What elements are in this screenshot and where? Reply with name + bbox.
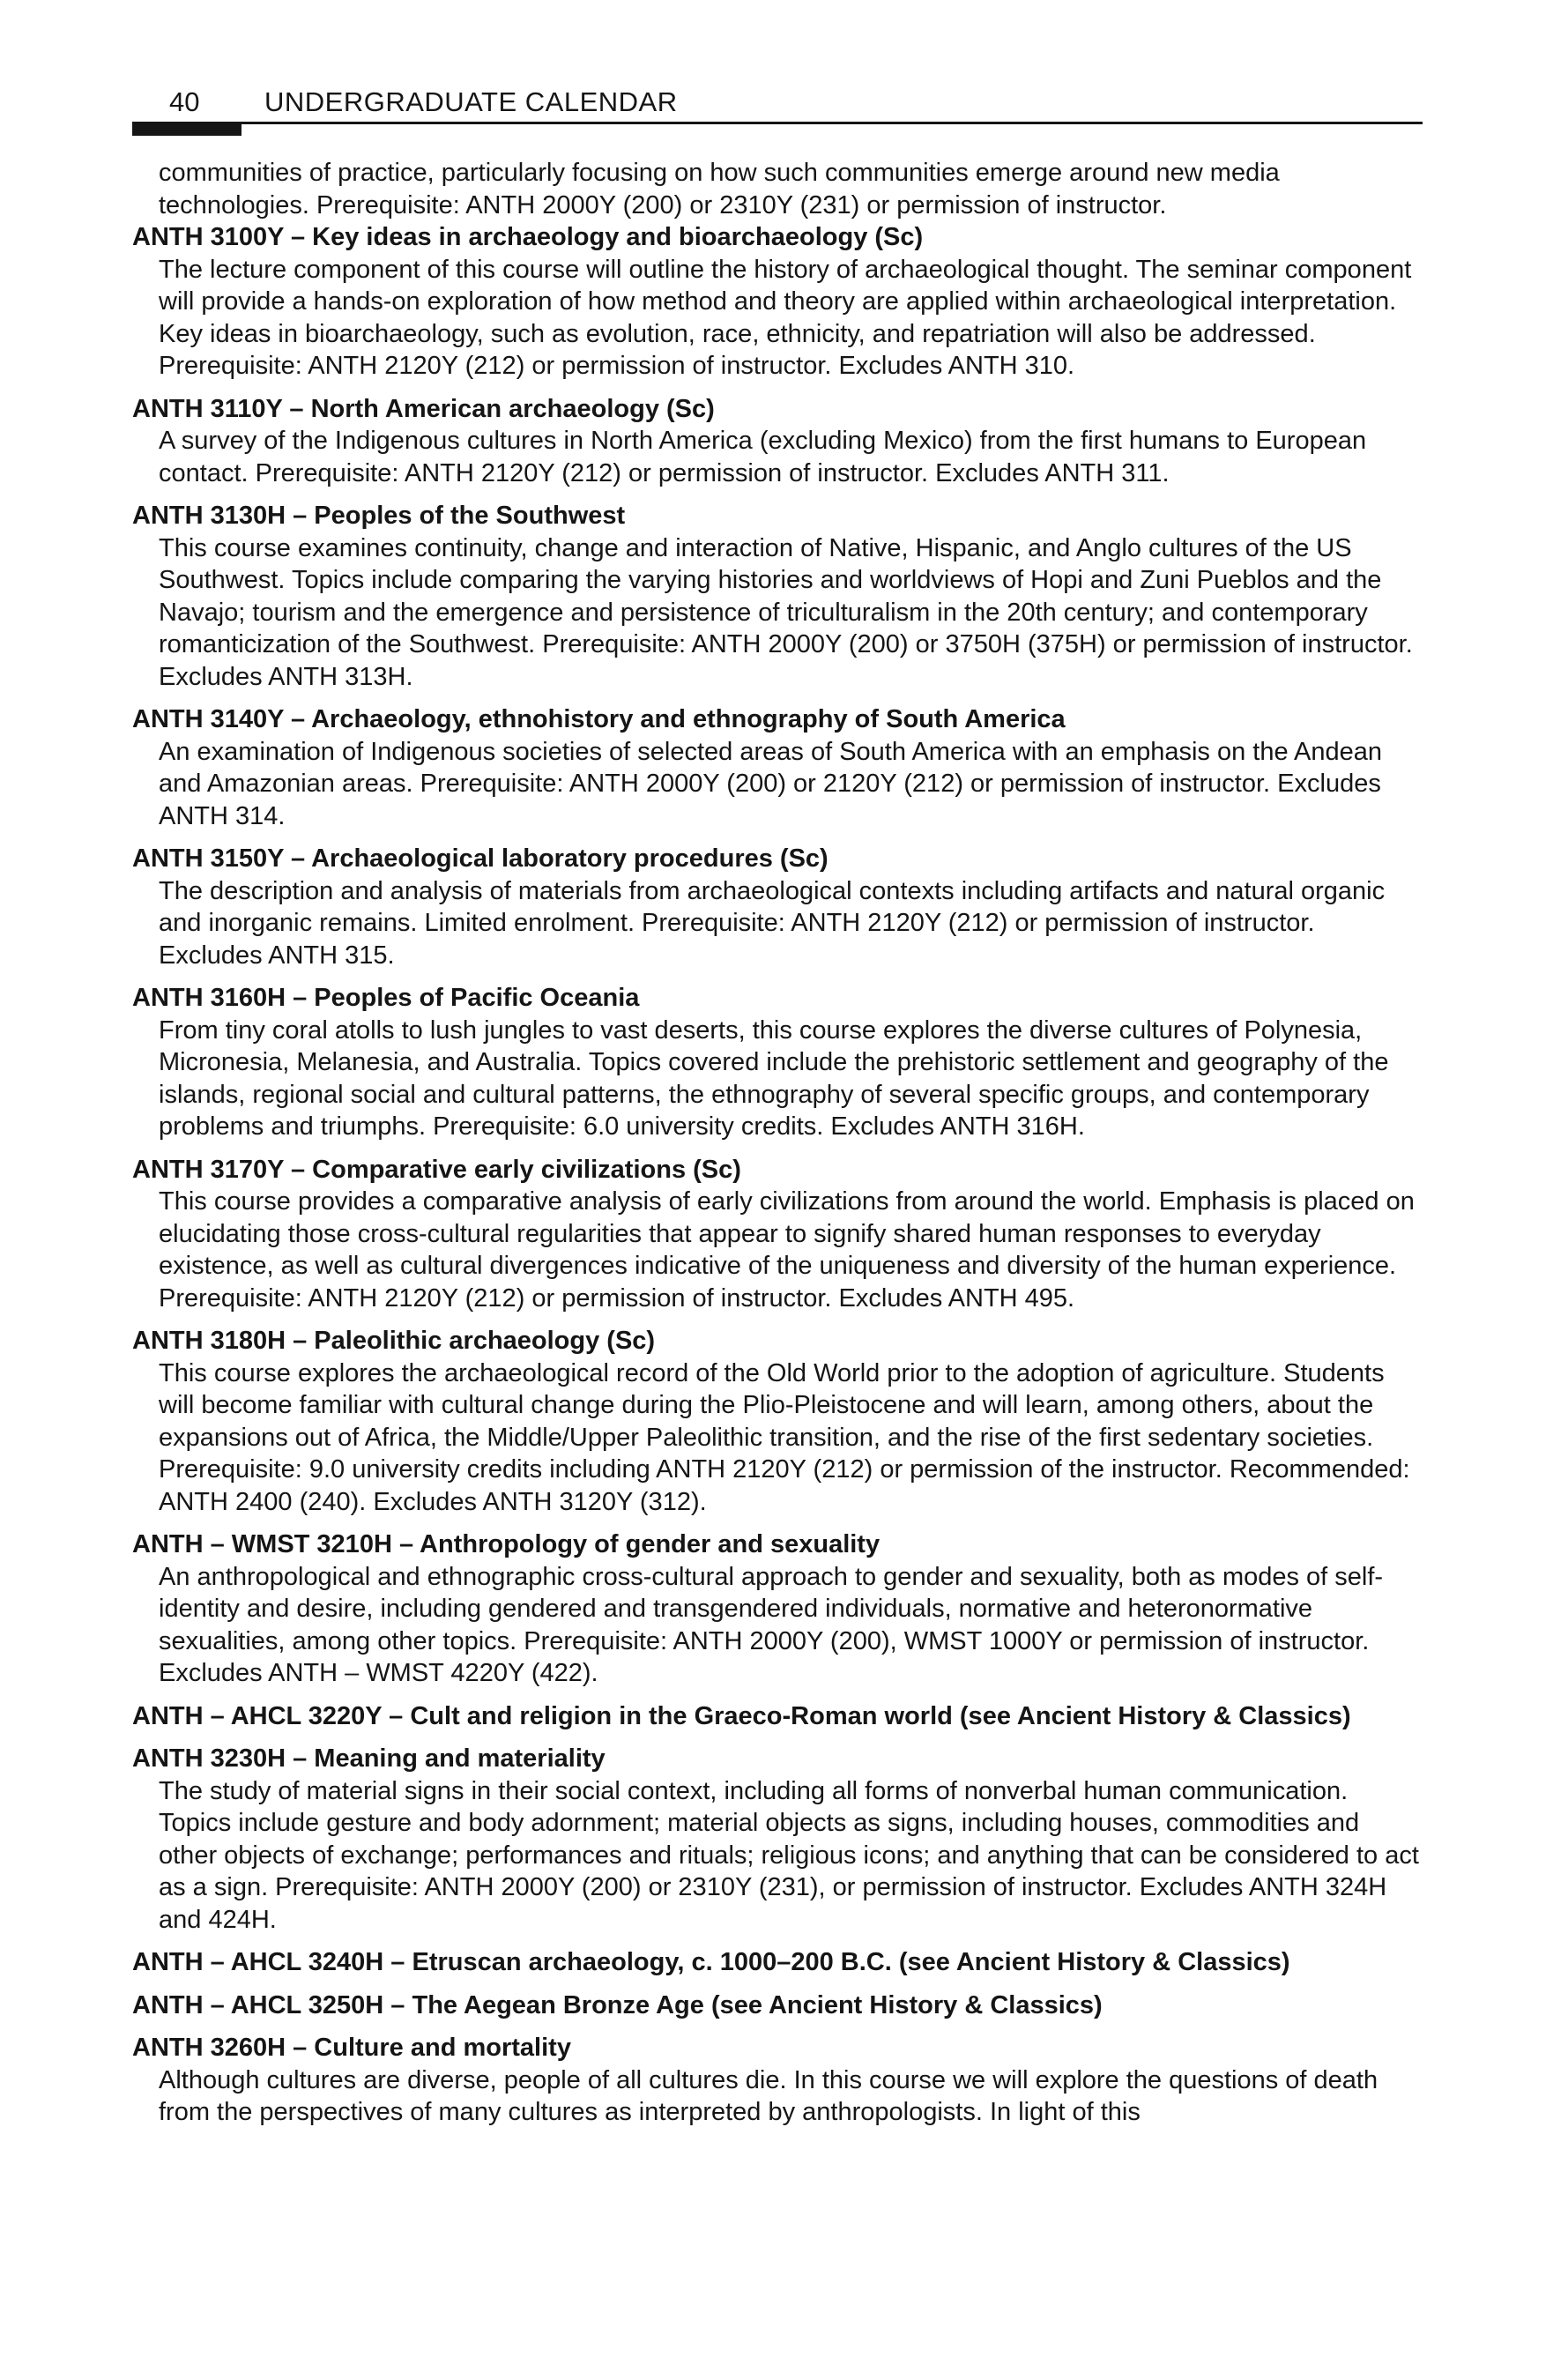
course-title: ANTH 3110Y – North American archaeology (Sc) xyxy=(132,394,715,423)
course-description: The description and analysis of materials from archaeological contexts including artifacts and natural organic and inorganic remains. Limited enrolment. Prerequisite: ANTH 2120Y (212) or permission of instructor. Excludes ANTH 315. xyxy=(159,876,1386,970)
course-title: ANTH – AHCL 3240H – Etruscan archaeology, c. 1000–200 B.C. (see Ancient History & Classics) xyxy=(132,1948,1290,1976)
course-entry xyxy=(132,221,1423,383)
page-header xyxy=(132,85,1423,127)
course-title: ANTH – AHCL 3250H – The Aegean Bronze Age (see Ancient History & Classics) xyxy=(132,1990,1103,2019)
course-description: This course provides a comparative analysis of early civilizations from around the world. Emphasis is placed on elucidating those cross-cultural regularities that appear to signify shared human responses to everyday existence, as well as cultural divergences indicative of the uniqueness and diversity of the human experience. Prerequisite: ANTH 2120Y (212) or permission of instructor. Excludes ANTH 495. xyxy=(159,1187,1415,1313)
course-description: The study of material signs in their social context, including all forms of nonverbal human communication. Topics include gesture and body adornment; material objects as signs, including houses, commodities and other objects of exchange; performances and rituals; religious icons; and anything that can be considered to act as a sign. Prerequisite: ANTH 2000Y (200) or 2310Y (231), or permission of instructor. Excludes ANTH 324H and 424H. xyxy=(159,1776,1419,1934)
running-title: UNDERGRADUATE CALENDAR xyxy=(264,86,678,117)
course-title: ANTH 3160H – Peoples of Pacific Oceania xyxy=(132,984,640,1012)
course-title: ANTH 3100Y – Key ideas in archaeology and bioarchaeology (Sc) xyxy=(132,223,924,251)
course-entry xyxy=(132,703,1423,832)
course-entry xyxy=(132,1946,1423,1979)
course-title: ANTH 3260H – Culture and mortality xyxy=(132,2034,571,2062)
course-description: Although cultures are diverse, people of all cultures die. In this course we will explore the questions of death from the perspectives of many cultures as interpreted by anthropologists. In light of this xyxy=(159,2065,1378,2126)
course-entry xyxy=(132,1154,1423,1315)
course-entry xyxy=(132,1743,1423,1936)
course-title: ANTH 3140Y – Archaeology, ethnohistory and ethnography of South America xyxy=(132,705,1066,733)
course-description: From tiny coral atolls to lush jungles to vast deserts, this course explores the diverse cultures of Polynesia, Micronesia, Melanesia, and Australia. Topics covered include the prehistoric settlement and geography of the islands, regional social and cultural patterns, the ethnography of several specific groups, and contemporary problems and triumphs. Prerequisite: 6.0 university credits. Excludes ANTH 316H. xyxy=(159,1015,1389,1141)
course-entry xyxy=(132,982,1423,1143)
course-entry xyxy=(132,393,1423,490)
header-rule xyxy=(132,122,1423,124)
course-description: This course examines continuity, change and interaction of Native, Hispanic, and Anglo cultures of the US Southwest. Topics include comparing the varying histories and worldviews of Hopi and Zuni Pueblos and the Navajo; tourism and the emergence and persistence of triculturalism in the 20th century; and contemporary romanticization of the Southwest. Prerequisite: ANTH 2000Y (200) or 3750H (375H) or permission of instructor. Excludes ANTH 313H. xyxy=(159,533,1413,691)
course-description: This course explores the archaeological record of the Old World prior to the adoption of agriculture. Students will become familiar with cultural change during the Plio-Pleistocene and will learn, among others, about the expansions out of Africa, the Middle/Upper Paleolithic transition, and the rise of the first sedentary societies. Prerequisite: 9.0 university credits including ANTH 2120Y (212) or permission of the instructor. Recommended: ANTH 2400 (240). Excludes ANTH 3120Y (312). xyxy=(159,1358,1410,1516)
course-title: ANTH 3170Y – Comparative early civilizations (Sc) xyxy=(132,1155,741,1184)
course-title: ANTH 3130H – Peoples of the Southwest xyxy=(132,502,626,530)
course-entry xyxy=(132,500,1423,693)
course-title: ANTH 3180H – Paleolithic archaeology (Sc) xyxy=(132,1327,656,1355)
header-rule-tab xyxy=(132,122,241,136)
course-title: ANTH – AHCL 3220Y – Cult and religion in the Graeco-Roman world (see Ancient History & Classics) xyxy=(132,1701,1351,1730)
course-entry xyxy=(132,1700,1423,1733)
course-description: The lecture component of this course will outline the history of archaeological thought. The seminar component will provide a hands-on exploration of how method and theory are applied within archaeological interpretation. Key ideas in bioarchaeology, such as evolution, race, ethnicity, and repatriation will also be addressed. Prerequisite: ANTH 2120Y (212) or permission of instructor. Excludes ANTH 310. xyxy=(159,255,1412,380)
course-list xyxy=(132,157,1423,2139)
course-description: A survey of the Indigenous cultures in North America (excluding Mexico) from the first humans to European contact. Prerequisite: ANTH 2120Y (212) or permission of instructor. Excludes ANTH 311. xyxy=(159,427,1367,487)
page-number: 40 xyxy=(169,86,200,117)
course-entry xyxy=(132,1325,1423,1518)
continued-description: communities of practice, particularly focusing on how such communities emerge around new media technologies. Prerequisite: ANTH 2000Y (200) or 2310Y (231) or permission of instructor. xyxy=(159,159,1280,219)
course-description: An anthropological and ethnographic cross-cultural approach to gender and sexuality, both as modes of self-identity and desire, including gendered and transgendered individuals, normative and heteronormative sexualities, among other topics. Prerequisite: ANTH 2000Y (200), WMST 1000Y or permission of instructor. Excludes ANTH – WMST 4220Y (422). xyxy=(159,1562,1384,1687)
course-title: ANTH – WMST 3210H – Anthropology of gender and sexuality xyxy=(132,1530,881,1558)
course-entry xyxy=(132,2032,1423,2129)
course-entry xyxy=(132,843,1423,971)
course-entry xyxy=(132,1990,1423,2022)
course-entry xyxy=(132,1528,1423,1690)
course-title: ANTH 3150Y – Archaeological laboratory procedures (Sc) xyxy=(132,844,829,873)
course-title: ANTH 3230H – Meaning and materiality xyxy=(132,1744,606,1773)
course-description: An examination of Indigenous societies of selected areas of South America with an emphasis on the Andean and Amazonian areas. Prerequisite: ANTH 2000Y (200) or 2120Y (212) or permission of instructor. Excludes ANTH 314. xyxy=(159,737,1383,830)
